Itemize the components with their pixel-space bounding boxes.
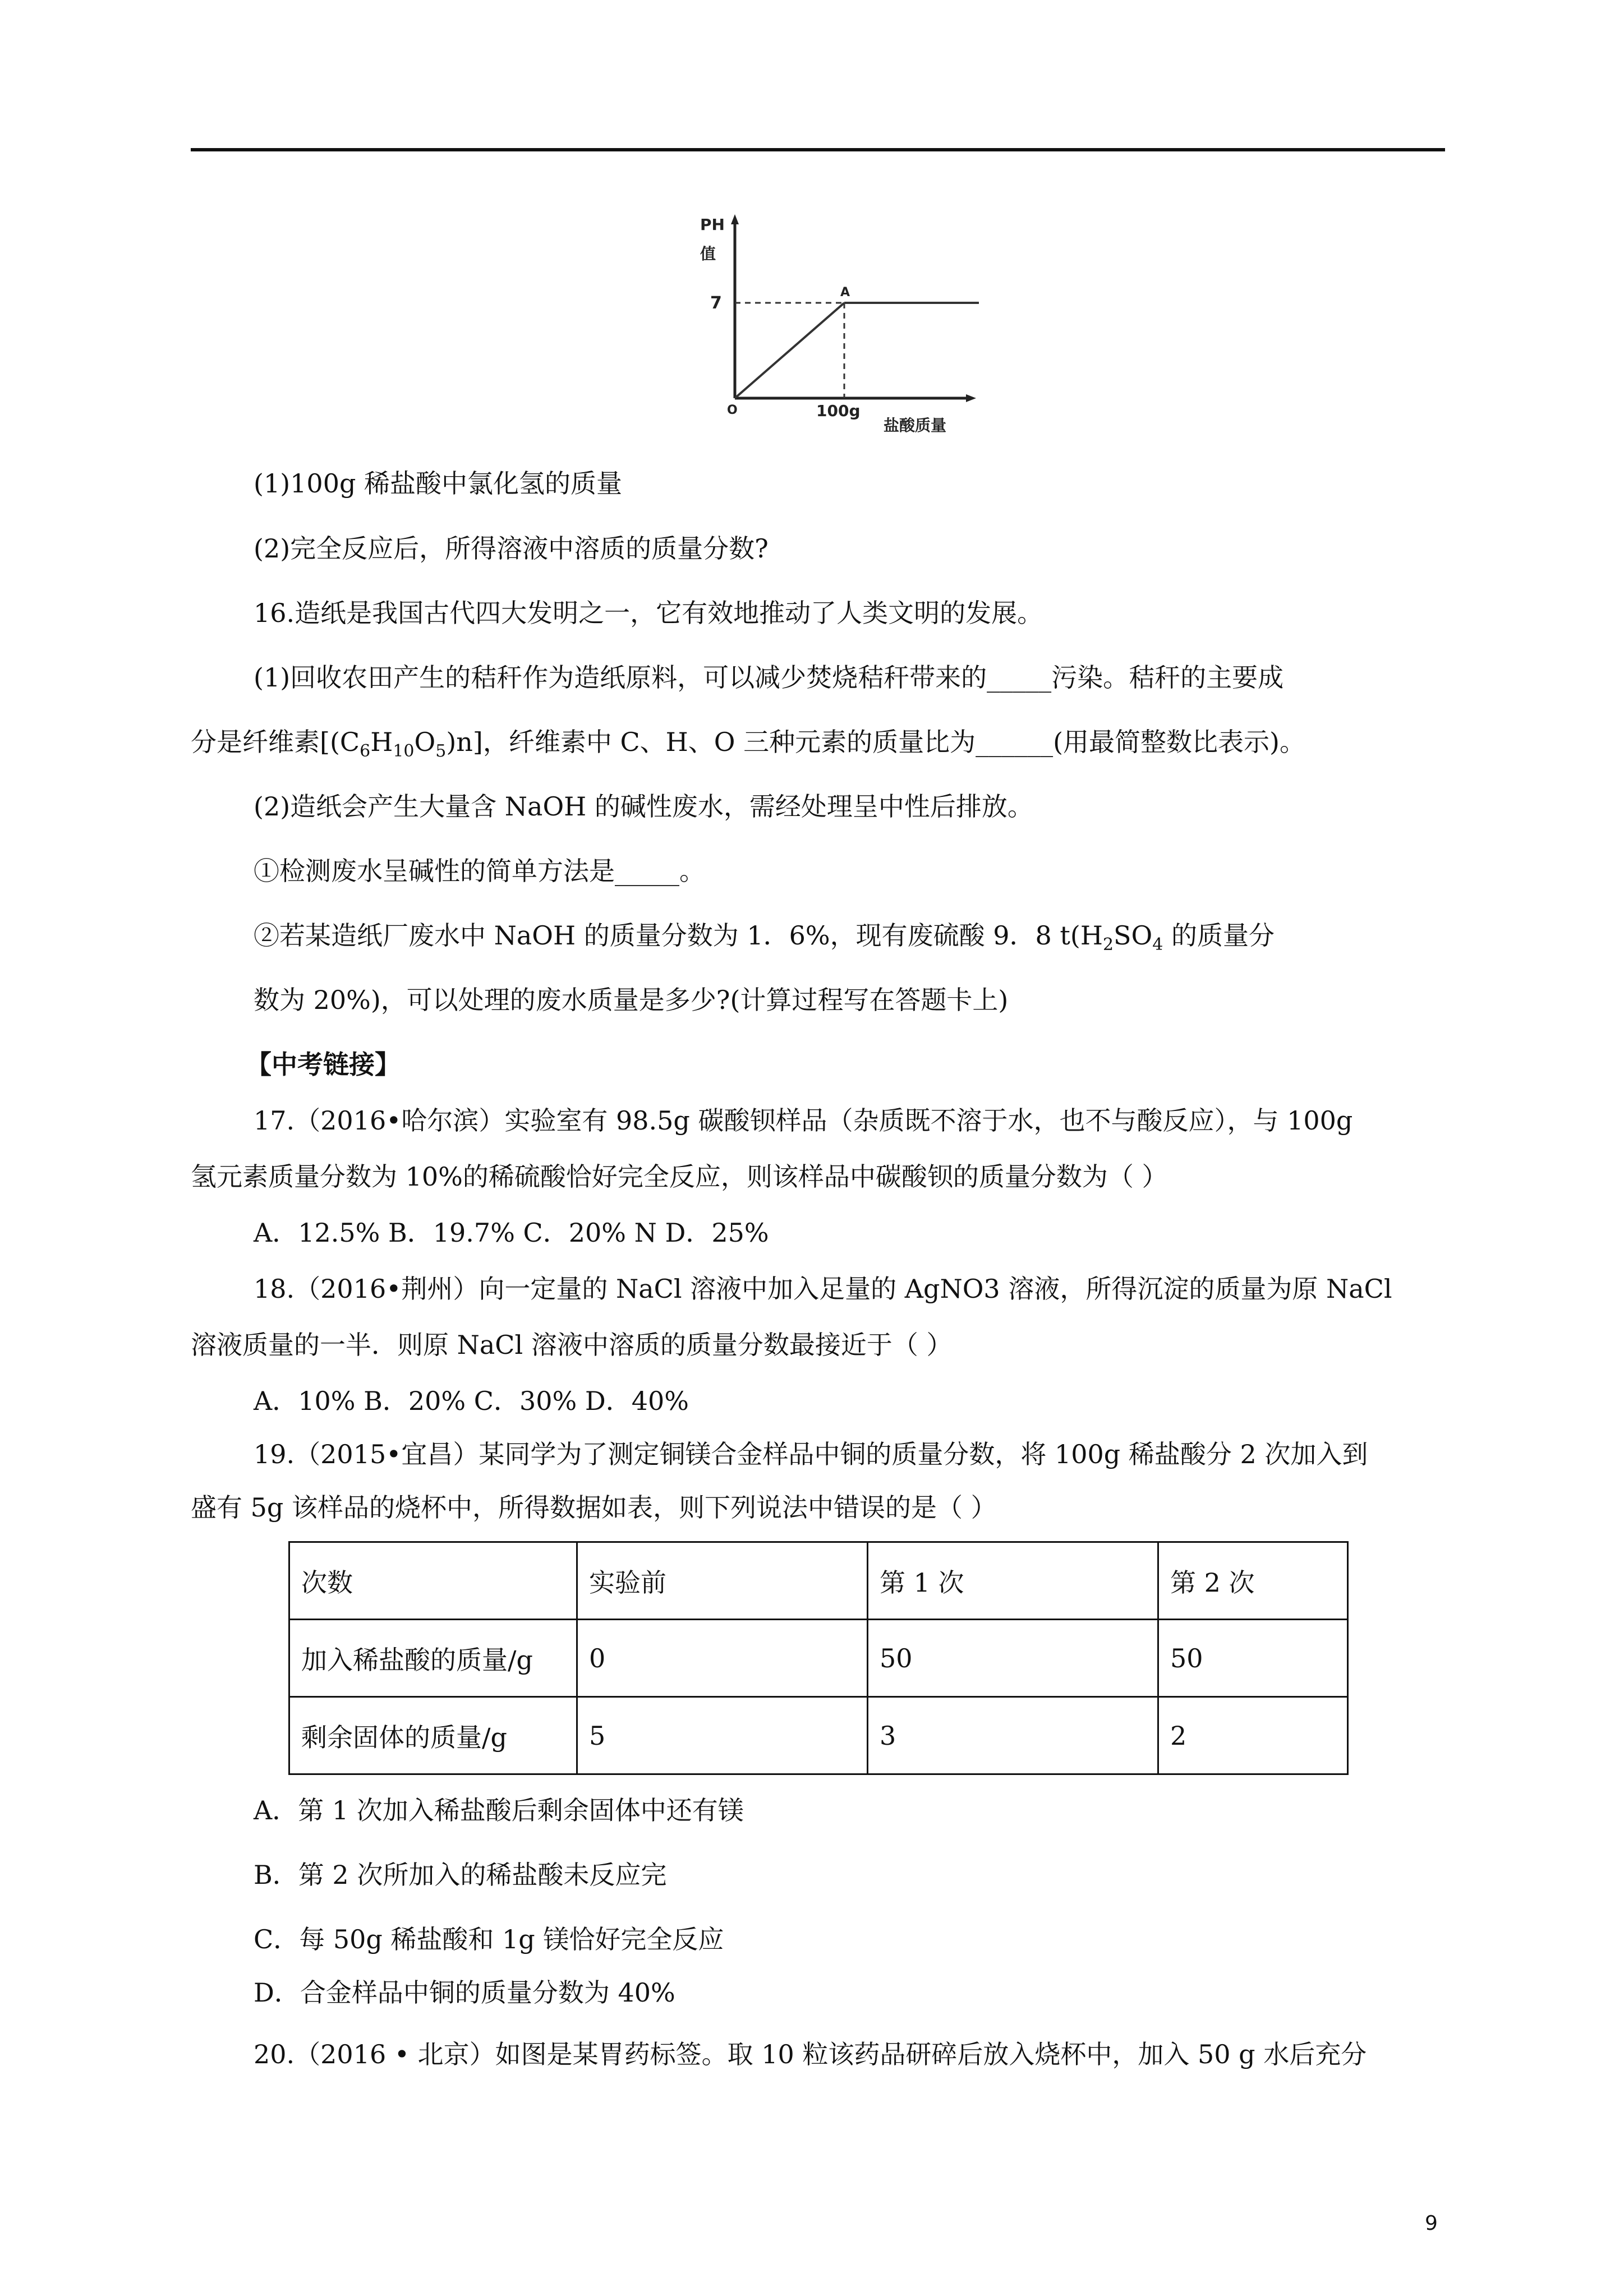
table-cell: 5 <box>577 1697 868 1774</box>
q19-option-b: B．第 2 次所加入的稀盐酸未反应完 <box>254 1860 667 1890</box>
table-cell: 50 <box>868 1620 1158 1697</box>
table-cell: 第 1 次 <box>868 1542 1158 1620</box>
y-label-value: 值 <box>700 245 716 263</box>
origin-label: O <box>727 403 738 417</box>
table-row <box>289 1697 1348 1774</box>
q16-part2-sub1: ①检测废水呈碱性的简单方法是_____。 <box>254 856 705 886</box>
table-cell: 加入稀盐酸的质量/g <box>289 1620 577 1697</box>
y-axis-arrow <box>731 214 739 224</box>
table-row <box>289 1542 1348 1620</box>
table-cell: 次数 <box>289 1542 577 1620</box>
x-axis-arrow <box>966 394 976 402</box>
table-cell: 50 <box>1158 1620 1348 1697</box>
q17-options: A．12.5% B．19.7% C．20% N D．25% <box>254 1218 769 1248</box>
q16-part1-line2: 分是纤维素$[(C_6H_{10}O_5)n]$，纤维素中 C、H、O 三种元素的质量比为______(用最简整数比表示)。 <box>191 727 1305 761</box>
q18-options: A．10% B．20% C．30% D．40% <box>254 1386 689 1416</box>
header-rule <box>191 148 1445 151</box>
q16-part1-line1: (1)回收农田产生的秸秆作为造纸原料，可以减少焚烧秸秆带来的_____污染。秸秆的主要成 <box>254 662 1284 693</box>
table-row <box>289 1620 1348 1697</box>
q15-part1: (1)100g 稀盐酸中氯化氢的质量 <box>254 468 623 499</box>
ph-rising-line <box>735 303 844 398</box>
point-a-label: A <box>840 285 850 299</box>
table-cell: 第 2 次 <box>1158 1542 1348 1620</box>
section-heading: 【中考链接】 <box>246 1049 401 1080</box>
q17-line2: 氢元素质量分数为 10%的稀硫酸恰好完全反应，则该样品中碳酸钡的质量分数为（ ） <box>191 1161 1168 1192</box>
q19-data-table <box>288 1541 1349 1775</box>
table-cell: 剩余固体的质量/g <box>289 1697 577 1774</box>
x-tick-100g: 100g <box>816 402 861 420</box>
table-cell: 0 <box>577 1620 868 1697</box>
q20-line1: 20.（2016 • 北京）如图是某胃药标签。取 10 粒该药品研碎后放入烧杯中，加入 50 g 水后充分 <box>254 2039 1367 2069</box>
q19-line2: 盛有 5g 该样品的烧杯中，所得数据如表，则下列说法中错误的是（ ） <box>191 1492 997 1523</box>
q16-part2-sub2-cont: 数为 20%)，可以处理的废水质量是多少?(计算过程写在答题卡上) <box>254 985 1009 1015</box>
q19-option-c: C．每 50g 稀盐酸和 1g 镁恰好完全反应 <box>254 1924 724 1954</box>
table-cell: 3 <box>868 1697 1158 1774</box>
q19-option-a: A．第 1 次加入稀盐酸后剩余固体中还有镁 <box>254 1795 744 1825</box>
q16-part2: (2)造纸会产生大量含 NaOH 的碱性废水，需经处理呈中性后排放。 <box>254 791 1033 822</box>
q15-part2: (2)完全反应后，所得溶液中溶质的质量分数? <box>254 533 769 564</box>
ph-graph <box>673 208 987 443</box>
q19-option-d: D．合金样品中铜的质量分数为 40% <box>254 1977 675 2008</box>
q18-line2: 溶液质量的一半．则原 NaCl 溶液中溶质的质量分数最接近于（ ） <box>191 1330 953 1360</box>
q18-line1: 18.（2016•荆州）向一定量的 NaCl 溶液中加入足量的 AgNO3 溶液，所得沉淀的质量为原 NaCl <box>254 1274 1392 1304</box>
y-label-ph: PH <box>700 215 725 234</box>
q16-title: 16.造纸是我国古代四大发明之一，它有效地推动了人类文明的发展。 <box>254 598 1043 628</box>
table-cell: 2 <box>1158 1697 1348 1774</box>
q16-part2-sub2: ②若某造纸厂废水中 NaOH 的质量分数为 1．6%，现有废硫酸 9．8 $t(H_2SO_4$ 的质量分 <box>254 920 1275 955</box>
y-tick-7: 7 <box>710 293 722 313</box>
page-number: 9 <box>1425 2212 1438 2235</box>
table-cell: 实验前 <box>577 1542 868 1620</box>
x-axis-label: 盐酸质量 <box>884 416 947 435</box>
q17-line1: 17.（2016•哈尔滨）实验室有 98.5g 碳酸钡样品（杂质既不溶于水，也不与酸反应），与 100g <box>254 1105 1353 1136</box>
q19-line1: 19.（2015•宜昌）某同学为了测定铜镁合金样品中铜的质量分数，将 100g 稀盐酸分 2 次加入到 <box>254 1439 1368 1469</box>
